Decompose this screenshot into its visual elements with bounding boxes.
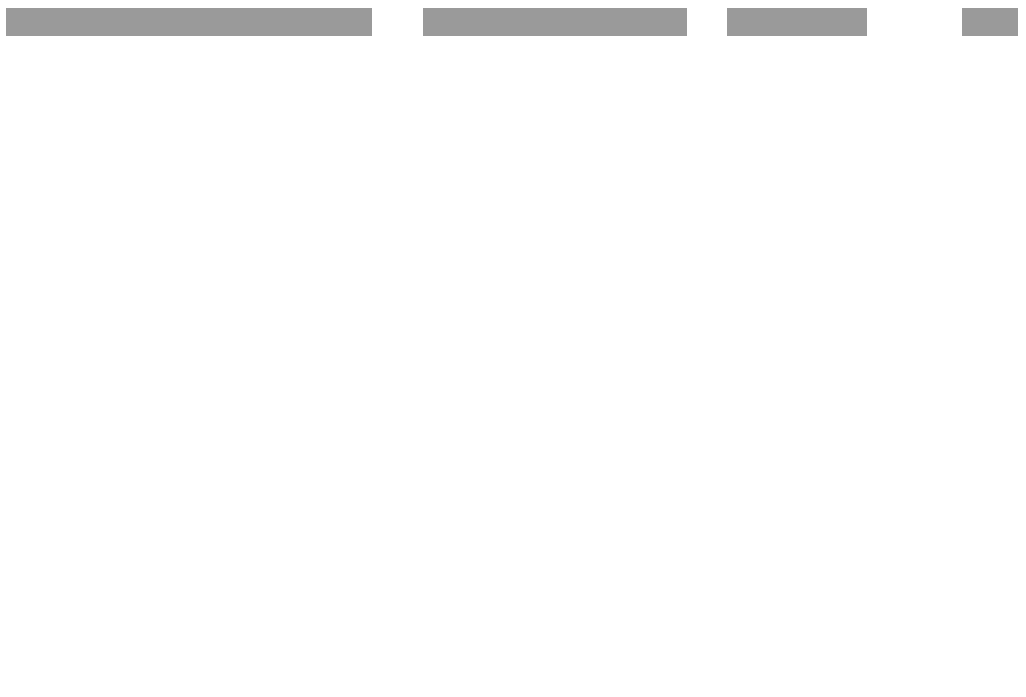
total-area-label [727,8,867,36]
sheet-title [6,8,372,36]
status-button[interactable] [962,8,1018,36]
simulation-title [423,8,687,36]
header-bar [0,0,1026,42]
